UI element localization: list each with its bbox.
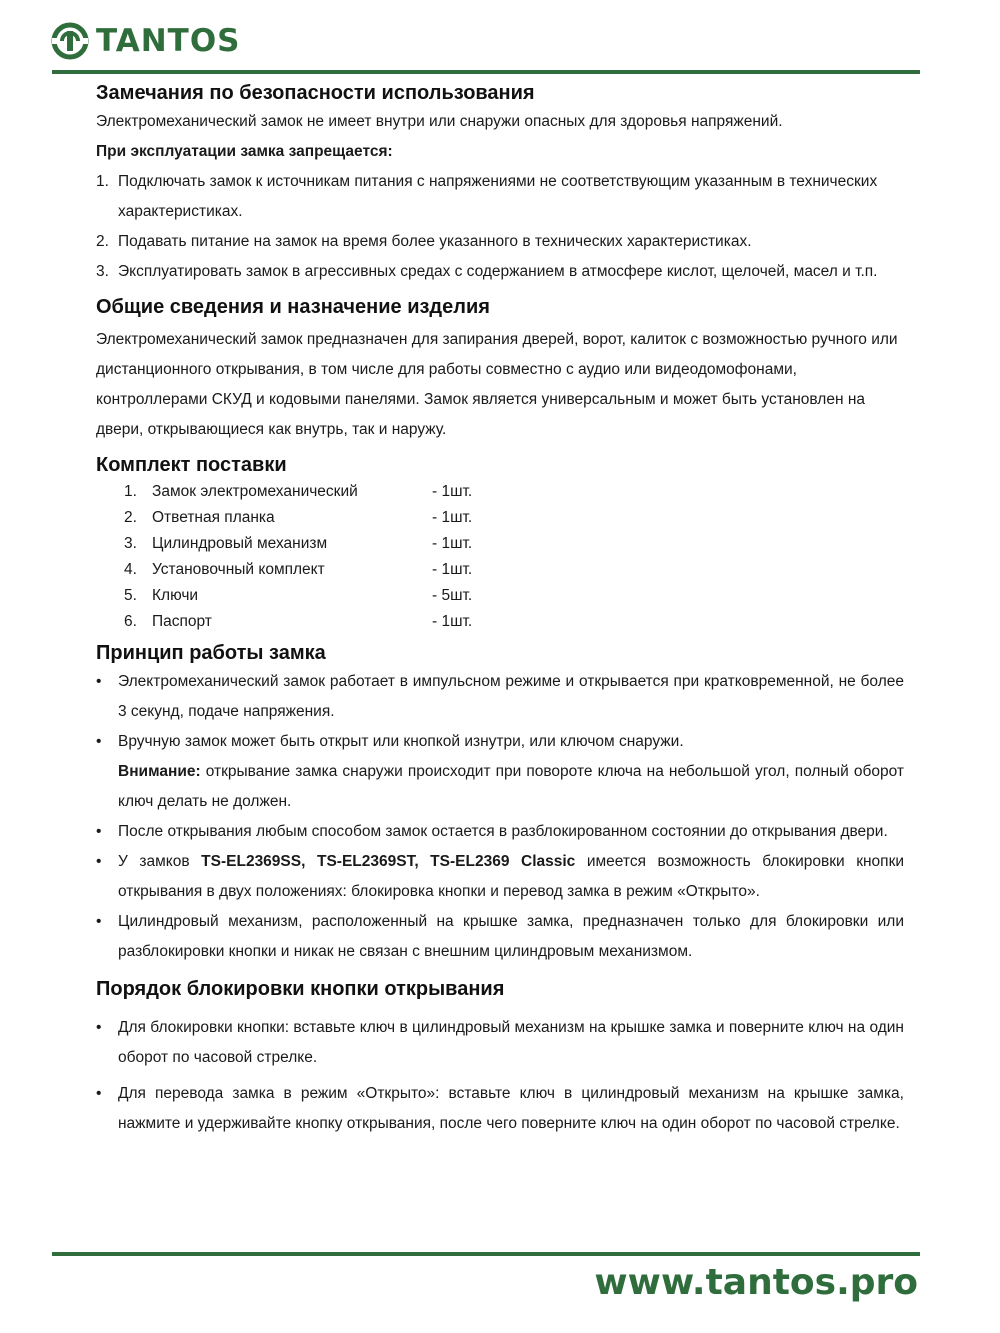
bullet-icon: •: [96, 853, 102, 870]
kit-title: Комплект поставки: [96, 454, 287, 476]
item-text: Эксплуатировать замок в агрессивных средах с содержанием в атмосфере кислот, щелочей, масел и т.п.: [118, 263, 878, 280]
item-name: Цилиндровый механизм: [152, 535, 328, 552]
item-name: Паспорт: [152, 613, 212, 630]
item-number: 3.: [124, 535, 137, 552]
bullet-icon: •: [96, 1019, 102, 1036]
kit-item: [96, 479, 904, 505]
item-text: Подавать питание на замок на время более указанного в технических характеристиках.: [118, 233, 752, 250]
item-number: 6.: [124, 613, 137, 630]
kit-item: [96, 557, 904, 583]
principle-list: [96, 667, 904, 967]
bullet-text: имеется возможность блокировки кнопки открывания в двух положениях: блокировка кнопки и перевод замка в режим «Открыто».: [118, 853, 905, 900]
bullet-item: [96, 1079, 904, 1139]
footer-divider: [52, 1252, 920, 1256]
item-number: 1.: [96, 173, 109, 190]
tantos-logo-icon: [50, 21, 90, 61]
item-qty: - 5шт.: [432, 587, 473, 604]
safety-intro: Электромеханический замок не имеет внутри или снаружи опасных для здоровья напряжений.: [96, 113, 783, 130]
item-qty: - 1шт.: [432, 509, 473, 526]
kit-item: [96, 505, 904, 531]
kit-list: [96, 479, 904, 635]
attention-text: открывание замка снаружи происходит при повороте ключа на небольшой угол, полный оборот ключ делать не должен.: [118, 763, 904, 810]
principle-title: Принцип работы замка: [96, 642, 326, 664]
bullet-text: Вручную замок может быть открыт или кнопкой изнутри, или ключом снаружи.: [118, 733, 684, 750]
item-name: Ответная планка: [152, 509, 275, 526]
brand-name: TANTOS: [96, 23, 241, 59]
bullet-item: [96, 1013, 904, 1073]
list-item: [96, 227, 904, 257]
header-divider: [52, 70, 920, 74]
list-item: [96, 257, 904, 287]
header: [50, 16, 241, 66]
blocking-list: [96, 1013, 904, 1139]
item-number: 4.: [124, 561, 137, 578]
bullet-icon: •: [96, 673, 102, 690]
bullet-icon: •: [96, 1085, 102, 1102]
item-qty: - 1шт.: [432, 483, 473, 500]
model-list: TS-EL2369SS, TS-EL2369ST, TS-EL2369 Classic: [201, 853, 576, 870]
item-number: 5.: [124, 587, 137, 604]
item-number: 3.: [96, 263, 109, 280]
item-qty: - 1шт.: [432, 561, 473, 578]
safety-title: Замечания по безопасности использования: [96, 82, 535, 104]
attention-label: Внимание:: [118, 763, 201, 780]
blocking-title: Порядок блокировки кнопки открывания: [96, 978, 505, 1000]
general-title: Общие сведения и назначение изделия: [96, 296, 490, 318]
bullet-text: Электромеханический замок работает в импульсном режиме и открывается при кратковременной, не более 3 секунд, подаче напряжения.: [118, 673, 904, 720]
bullet-text: Для перевода замка в режим «Открыто»: вставьте ключ в цилиндровый механизм на крышке замка, нажмите и удерживайте кнопку открывания, после чего поверните ключ на один оборот по часовой стрелке.: [118, 1085, 904, 1132]
kit-item: [96, 531, 904, 557]
forbidden-title: При эксплуатации замка запрещается:: [96, 143, 393, 160]
list-item: [96, 167, 904, 227]
item-qty: - 1шт.: [432, 613, 473, 630]
bullet-item: [96, 667, 904, 727]
bullet-item: [96, 907, 904, 967]
bullet-item: [96, 847, 904, 907]
bullet-text: Цилиндровый механизм, расположенный на крышке замка, предназначен только для блокировки или разблокировки кнопки и никак не связан с внешним цилиндровым механизмом.: [118, 913, 904, 960]
bullet-icon: •: [96, 823, 102, 840]
bullet-icon: •: [96, 913, 102, 930]
kit-item: [96, 609, 904, 635]
document-body: [96, 79, 904, 1139]
item-number: 2.: [124, 509, 137, 526]
item-text: Подключать замок к источникам питания с напряжениями не соответствующим указанным в технических характеристиках.: [118, 173, 878, 220]
item-name: Замок электромеханический: [152, 483, 358, 500]
item-qty: - 1шт.: [432, 535, 473, 552]
bullet-text: После открывания любым способом замок остается в разблокированном состоянии до открывания двери.: [118, 823, 888, 840]
kit-item: [96, 583, 904, 609]
bullet-item: [96, 817, 904, 847]
bullet-text: У замков: [118, 853, 202, 870]
item-number: 1.: [124, 483, 137, 500]
forbidden-list: [96, 167, 904, 287]
bullet-text: Для блокировки кнопки: вставьте ключ в цилиндровый механизм на крышке замка и поверните ключ на один оборот по часовой стрелке.: [118, 1019, 904, 1066]
general-text: Электромеханический замок предназначен для запирания дверей, ворот, калиток с возможностью ручного или дистанционного открывания, в том числе для работы совместно с аудио или видеодомофонами, контроллерами СКУД и кодовыми панелями. Замок является универсальным и может быть установлен на двери, открывающиеся как внутрь, так и наружу.: [96, 331, 898, 438]
item-name: Ключи: [152, 587, 199, 604]
bullet-item: [96, 727, 904, 817]
bullet-icon: •: [96, 733, 102, 750]
item-number: 2.: [96, 233, 109, 250]
item-name: Установочный комплект: [152, 561, 325, 578]
website-link[interactable]: www.tantos.pro: [594, 1262, 918, 1303]
